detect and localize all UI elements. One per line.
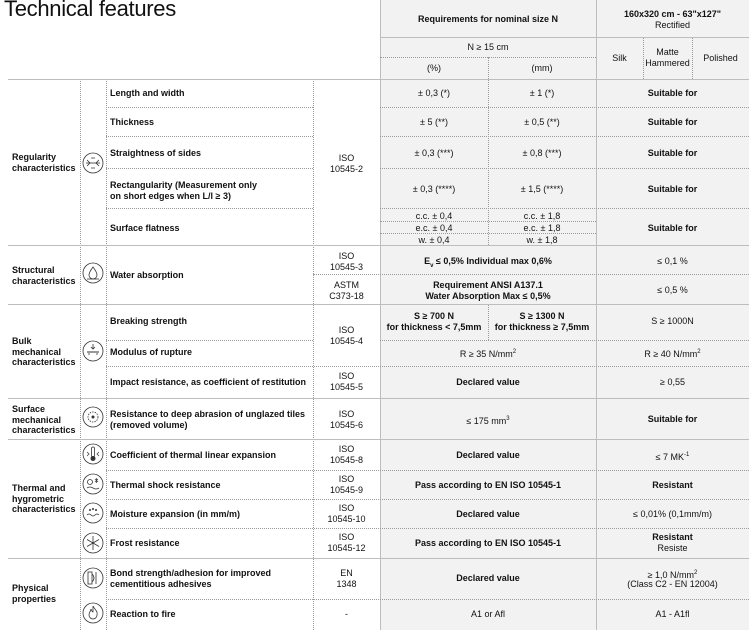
divider [106, 79, 107, 630]
group-structural: Structural characteristics [12, 265, 76, 286]
std-fire: - [345, 609, 348, 619]
moisture-icon [82, 502, 104, 524]
cell-water-req: $E_v \le 0,5\%$ Individual max 0,6% [424, 256, 552, 269]
cell-flatness-result: Suitable for [647, 223, 698, 233]
thermometer-icon [82, 443, 104, 465]
std-frost-1: ISO [338, 532, 355, 542]
cell-thickness-mm: ± 0,5 (**) [524, 117, 560, 127]
std-regularity-1: ISO [338, 153, 355, 163]
std-moisture-1: ISO [338, 503, 355, 513]
cell-thickness-result: Suitable for [647, 117, 698, 127]
std-linear-2: 10545-8 [329, 455, 364, 465]
row-label-fire: Reaction to fire [110, 609, 176, 619]
row-label-breaking: Breaking strength [110, 316, 188, 326]
cell-straightness-pct: ± 0,3 (***) [414, 148, 454, 158]
divider [106, 528, 749, 529]
hammered-header: Hammered [645, 58, 690, 68]
cell-flatness-mm-3: w. ± 1,8 [526, 235, 558, 245]
cell-bond-result-1: ≥ 1,0 $N/mm^2$ [647, 570, 698, 580]
breaking-load-icon [82, 340, 104, 362]
pct-header: (%) [427, 63, 441, 73]
std-impact-1: ISO [338, 371, 355, 381]
row-label-bond-1: Bond strength/adhesion for improved [110, 568, 272, 578]
divider [8, 245, 749, 246]
std-linear-1: ISO [338, 444, 355, 454]
abrasion-disc-icon [82, 406, 104, 428]
divider [106, 136, 313, 137]
cell-length-pct: ± 0,3 (*) [418, 88, 450, 98]
cell-thickness-pct: ± 5 (**) [420, 117, 448, 127]
row-label-impact: Impact resistance, as coefficient of restitution [110, 377, 307, 387]
matte-header: Matte [656, 47, 679, 57]
cell-shock-req: Pass according to EN ISO 10545-1 [414, 480, 562, 490]
row-label-linear: Coefficient of thermal linear expansion [110, 450, 277, 460]
std-water-1: ISO [338, 251, 355, 261]
polished-header: Polished [703, 53, 738, 63]
cell-astm-result: ≤ 0,5 % [657, 285, 688, 295]
std-shock-2: 10545-9 [329, 485, 364, 495]
std-water-2: 10545-3 [329, 262, 364, 272]
cell-modulus-req: R ≥ 35 $N/mm^2$ [459, 349, 517, 359]
std-abrasion-1: ISO [338, 409, 355, 419]
cell-flatness-mm-1: c.c. ± 1,8 [523, 211, 561, 221]
divider [380, 168, 749, 169]
row-label-flatness: Surface flatness [110, 223, 180, 233]
cell-flatness-pct-3: w. ± 0,4 [418, 235, 450, 245]
row-label-frost: Frost resistance [110, 538, 180, 548]
size-header: 160x320 cm - 63"x127" [623, 9, 722, 19]
cell-modulus-result: R ≥ 40 $N/mm^2$ [644, 349, 701, 359]
mm-header: (mm) [531, 63, 553, 73]
cell-straightness-result: Suitable for [647, 148, 698, 158]
row-label-straightness: Straightness of sides [110, 148, 202, 158]
rectified-header: Rectified [654, 20, 690, 30]
std-bulk-2: 10545-4 [329, 336, 364, 346]
divider [380, 37, 749, 38]
cell-bond-result-2: (Class C2 - EN 12004) [627, 579, 718, 589]
frost-snowflake-icon [82, 532, 104, 554]
divider [106, 107, 313, 108]
cell-frost-result-1: Resistant [652, 532, 693, 542]
std-abrasion-2: 10545-6 [329, 420, 364, 430]
divider [8, 79, 749, 80]
cell-linear-result: ≤ 7 $MK^{-1}$ [655, 452, 690, 462]
requirements-header: Requirements for nominal size N [417, 14, 559, 24]
cell-breaking-pct-1: S ≥ 700 N [414, 311, 454, 321]
group-surface: Surface mechanical characteristics [12, 404, 76, 435]
std-bond-2: 1348 [336, 579, 357, 589]
cell-fire-result: A1 - A1fl [655, 609, 690, 619]
cell-breaking-pct-2: for thickness < 7,5mm [386, 322, 482, 332]
cell-abrasion-req: ≤ 175 $mm^3$ [466, 416, 510, 426]
cell-length-mm: ± 1 (*) [529, 88, 555, 98]
divider [380, 208, 749, 209]
page-title: Technical features [4, 0, 176, 21]
water-drop-icon [82, 262, 104, 284]
group-physical: Physical properties [12, 583, 57, 604]
cell-frost-result-2: Resiste [657, 543, 688, 553]
divider [8, 439, 749, 440]
divider [106, 168, 313, 169]
divider [8, 304, 749, 305]
std-bond-1: EN [340, 568, 353, 578]
divider [8, 558, 749, 559]
cell-flatness-pct-1: c.c. ± 0,4 [415, 211, 453, 221]
std-shock-1: ISO [338, 474, 355, 484]
row-label-modulus: Modulus of rupture [110, 347, 192, 357]
divider [106, 208, 313, 209]
row-label-water-absorption: Water absorption [110, 270, 184, 280]
divider [106, 340, 313, 341]
divider [106, 470, 749, 471]
adhesion-icon [82, 567, 104, 589]
cell-breaking-result: S ≥ 1000N [651, 316, 694, 326]
group-regularity: Regularity characteristics [12, 152, 76, 173]
cell-shock-result: Resistant [652, 480, 693, 490]
divider [380, 57, 596, 58]
thermal-shock-icon [82, 473, 104, 495]
group-bulk: Bulk mechanical characteristics [12, 336, 76, 367]
std-moisture-2: 10545-10 [327, 514, 366, 524]
divider [106, 499, 749, 500]
cell-bond-req: Declared value [456, 573, 520, 583]
cell-breaking-mm-2: for thickness ≥ 7,5mm [494, 322, 590, 332]
cell-moisture-result: ≤ 0,01% (0,1mm/m) [633, 509, 712, 519]
cell-frost-req: Pass according to EN ISO 10545-1 [414, 538, 562, 548]
row-label-length: Length and width [110, 88, 185, 98]
std-regularity-2: 10545-2 [329, 164, 364, 174]
row-label-bond-2: cementitious adhesives [110, 579, 212, 589]
divider [106, 599, 749, 600]
std-astm-2: C373-18 [329, 291, 364, 301]
row-label-thickness: Thickness [110, 117, 155, 127]
cell-flatness-pct-2: e.c. ± 0,4 [415, 223, 453, 233]
std-astm-1: ASTM [333, 280, 359, 290]
divider [106, 366, 749, 367]
cell-moisture-req: Declared value [456, 509, 520, 519]
row-label-abrasion-2: (removed volume) [110, 420, 188, 430]
cell-straightness-mm: ± 0,8 (***) [522, 148, 562, 158]
row-label-abrasion-1: Resistance to deep abrasion of unglazed tiles [110, 409, 306, 419]
row-label-shock: Thermal shock resistance [110, 480, 221, 490]
std-frost-2: 10545-12 [327, 543, 366, 553]
divider [380, 340, 749, 341]
row-label-rectangularity-2: on short edges when L/l ≥ 3) [110, 191, 231, 201]
divider [380, 136, 749, 137]
n-size-header: N ≥ 15 cm [467, 42, 509, 52]
cell-rectangularity-pct: ± 0,3 (****) [412, 184, 456, 194]
std-bulk-1: ISO [338, 325, 355, 335]
divider [8, 398, 749, 399]
cell-rectangularity-result: Suitable for [647, 184, 698, 194]
cell-length-result: Suitable for [647, 88, 698, 98]
silk-header: Silk [612, 53, 627, 63]
cell-impact-req: Declared value [456, 377, 520, 387]
row-label-moisture: Moisture expansion (in mm/m) [110, 509, 241, 519]
group-thermal: Thermal and hygrometric characteristics [12, 483, 76, 514]
cell-abrasion-result: Suitable for [647, 414, 698, 424]
cell-breaking-mm-1: S ≥ 1300 N [519, 311, 565, 321]
std-impact-2: 10545-5 [329, 382, 364, 392]
cell-rectangularity-mm: ± 1,5 (****) [520, 184, 564, 194]
cell-flatness-mm-2: e.c. ± 1,8 [523, 223, 561, 233]
divider [80, 79, 81, 630]
calipers-icon [82, 152, 104, 174]
cell-linear-req: Declared value [456, 450, 520, 460]
cell-fire-req: A1 or Afl [470, 609, 506, 619]
cell-water-result: ≤ 0,1 % [657, 256, 688, 266]
cell-astm-req-1: Requirement ANSI A137.1 [433, 280, 543, 290]
row-label-rectangularity-1: Rectangularity (Measurement only [110, 180, 258, 190]
cell-impact-result: ≥ 0,55 [660, 377, 685, 387]
divider [380, 107, 749, 108]
cell-astm-req-2: Water Absorption Max ≤ 0,5% [425, 291, 551, 301]
fire-icon [82, 602, 104, 624]
divider [313, 274, 749, 275]
